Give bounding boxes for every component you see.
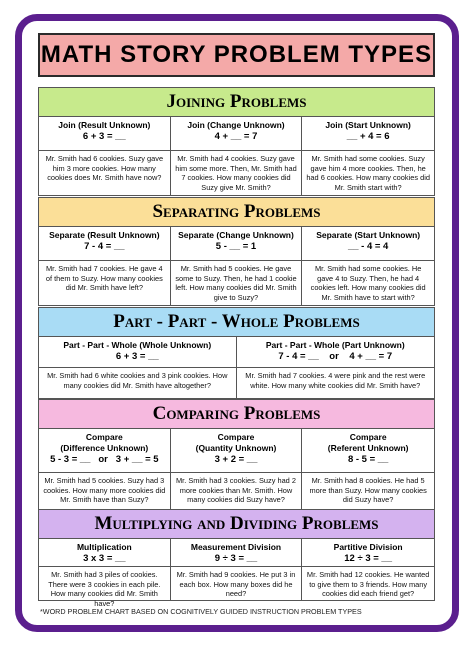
problem-type-header: Join (Result Unknown) 6 + 3 = __ xyxy=(39,117,171,150)
story-problem: Mr. Smith had 3 piles of cookies. There were 3 cookies in each pile. How many cookies did Mr. Smith have? xyxy=(39,567,171,600)
title-banner xyxy=(38,33,435,77)
problem-type-header: Part - Part - Whole (Part Unknown) 7 - 4 = __ or 4 + __ = 7 xyxy=(265,340,405,362)
section-heading-separating: Separating Problems xyxy=(39,198,434,227)
section-heading-part-whole: Part - Part - Whole Problems xyxy=(39,308,434,337)
story-problem: Mr. Smith had some cookies. He gave 4 to Suzy. Then, he had 4 cookies left. How many cookies did Mr. Smith have to start with? xyxy=(310,264,426,302)
problem-type-header: Partitive Division 12 ÷ 3 = __ xyxy=(333,542,403,564)
problem-type-header: Multiplication 3 x 3 = __ xyxy=(39,539,171,566)
problem-type-header: Separate (Result Unknown) 7 - 4 = __ xyxy=(39,227,171,260)
section-heading-multiplying-dividing: Multiplying and Dividing Problems xyxy=(39,510,434,539)
footnote: *WORD PROBLEM CHART BASED ON COGNITIVELY GUIDED INSTRUCTION PROBLEM TYPES xyxy=(40,607,362,616)
section-heading-comparing: Comparing Problems xyxy=(39,400,434,429)
story-problem: Mr. Smith had 5 cookies. Suzy had 3 cookies. How many more cookies did Mr. Smith have than Suzy? xyxy=(39,473,171,511)
problem-type-header: Join (Change Unknown) 4 + __ = 7 xyxy=(171,117,303,150)
story-problem: Mr. Smith had 6 cookies. Suzy gave him 3 more cookies. How many cookies does Mr. Smith have now? xyxy=(39,151,171,195)
problem-type-header: Join (Start Unknown) __ + 4 = 6 xyxy=(325,120,411,142)
story-problem: Mr. Smith had 6 white cookies and 3 pink cookies. How many cookies did Mr. Smith have altogether? xyxy=(39,368,237,398)
story-problem: Mr. Smith had 9 cookies. He put 3 in each box. How many boxes did he need? xyxy=(171,567,303,600)
story-problem: Mr. Smith had 5 cookies. He gave some to Suzy. Then, he had 1 cookie left. How many cookies did Mr. Smith give to Suzy? xyxy=(171,261,303,305)
story-problem: Mr. Smith had 4 cookies. Suzy gave him some more. Then, Mr. Smith had 7 cookies. How many cookies did Suzy give Mr. Smith? xyxy=(171,151,303,195)
poster-frame xyxy=(15,14,459,632)
section-separating xyxy=(38,197,435,306)
story-problem: Mr. Smith had 3 cookies. Suzy had 2 more cookies than Mr. Smith. How many cookies did Suzy have? xyxy=(171,473,303,511)
story-problem: Mr. Smith had 12 cookies. He wanted to give them to 3 friends. How many cookies did each friend get? xyxy=(306,570,430,599)
story-problem: Mr. Smith had 8 cookies. He had 5 more than Suzy. How many cookies did Suzy have? xyxy=(309,476,427,505)
story-problem: Mr. Smith had 7 cookies. 4 were pink and the rest were white. How many white cookies did Mr. Smith have? xyxy=(245,371,426,390)
problem-type-header: Compare (Quantity Unknown) 3 + 2 = __ xyxy=(171,429,303,472)
problem-type-header: Separate (Start Unknown) __ - 4 = 4 xyxy=(316,230,421,252)
section-joining xyxy=(38,87,435,196)
story-problem: Mr. Smith had 7 cookies. He gave 4 of them to Suzy. How many cookies did Mr. Smith have left? xyxy=(39,261,171,305)
problem-type-header: Separate (Change Unknown) 5 - __ = 1 xyxy=(171,227,303,260)
section-heading-joining: Joining Problems xyxy=(39,88,434,117)
problem-type-header: Measurement Division 9 ÷ 3 = __ xyxy=(171,539,303,566)
story-problem: Mr. Smith had some cookies. Suzy gave him 4 more cookies. Then, he had 6 cookies. How many cookies did Mr. Smith start with? xyxy=(306,154,430,192)
problem-type-header: Compare (Referent Unknown) 8 - 5 = __ xyxy=(327,432,409,465)
problem-type-header: Part - Part - Whole (Whole Unknown) 6 + 3 = __ xyxy=(39,337,237,367)
section-comparing xyxy=(38,399,435,512)
problem-type-header: Compare (Difference Unknown) 5 - 3 = __ or 3 + __ = 5 xyxy=(39,429,171,472)
page-title: MATH STORY PROBLEM TYPES xyxy=(40,41,433,68)
section-multiplying-dividing xyxy=(38,509,435,608)
section-part-whole xyxy=(38,307,435,399)
